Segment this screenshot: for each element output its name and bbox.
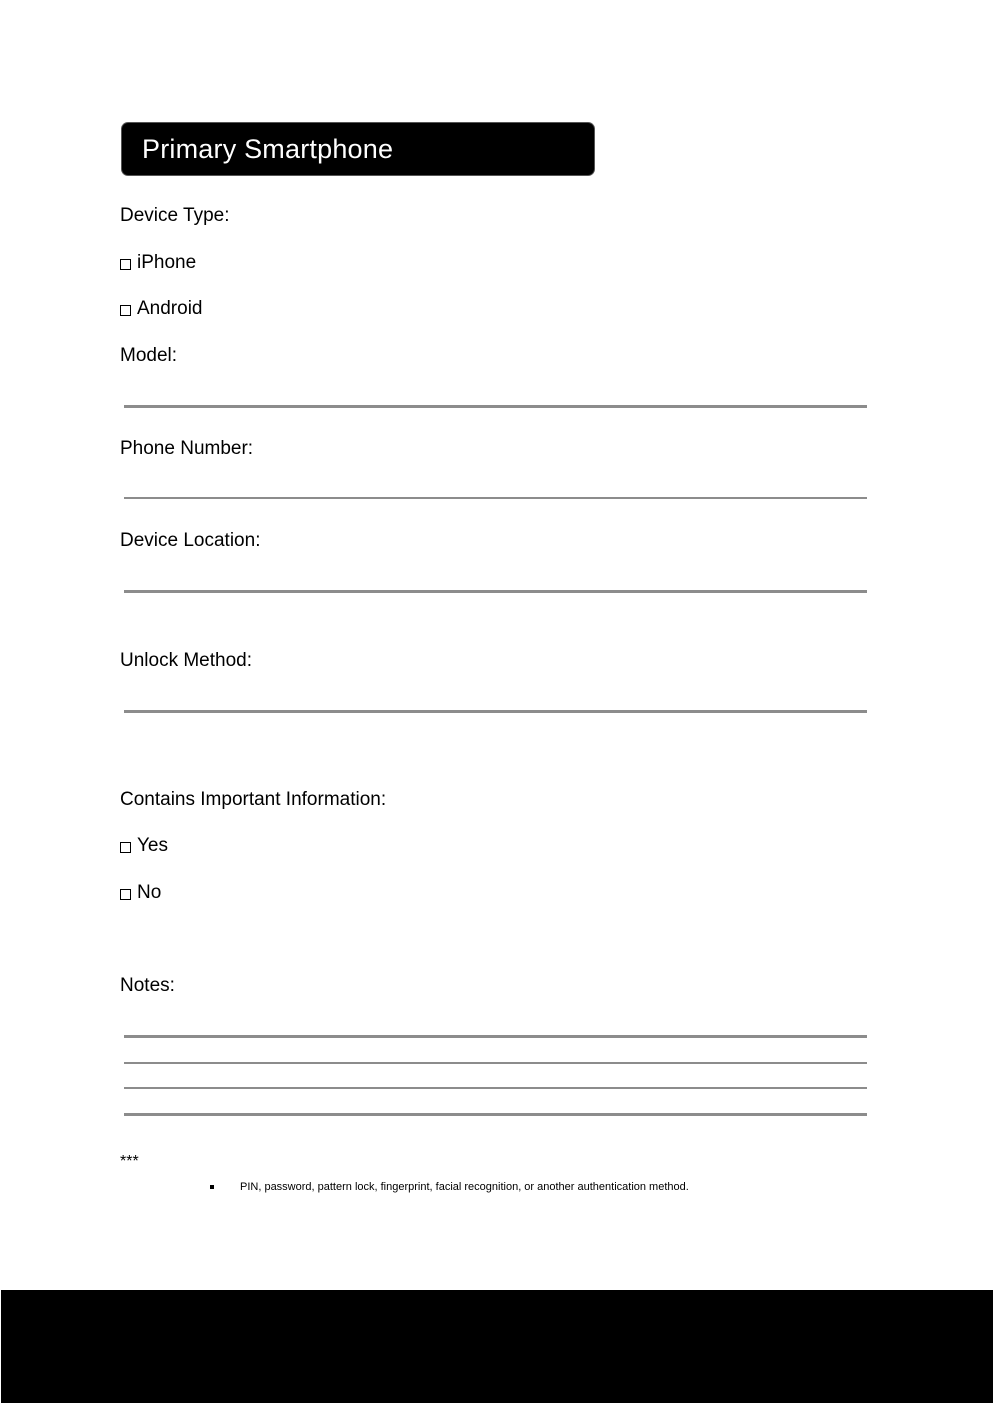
- important-info-option-yes[interactable]: [120, 835, 168, 857]
- model-label: Model:: [120, 345, 178, 366]
- unlock-method-input-line[interactable]: [124, 710, 867, 713]
- notes-line-1[interactable]: [124, 1035, 867, 1038]
- important-info-label: Contains Important Information:: [120, 789, 387, 810]
- phone-number-label: Phone Number:: [120, 438, 254, 459]
- option-label: No: [137, 882, 162, 903]
- unlock-method-label: Unlock Method:: [120, 650, 253, 671]
- checkbox-icon[interactable]: [120, 889, 131, 900]
- notes-line-2[interactable]: [124, 1062, 867, 1064]
- option-label: Yes: [137, 835, 168, 856]
- notes-line-3[interactable]: [124, 1087, 867, 1089]
- device-location-input-line[interactable]: [124, 590, 867, 593]
- device-type-option-iphone[interactable]: [120, 252, 196, 274]
- notes-line-4[interactable]: [124, 1113, 867, 1116]
- phone-number-input-line[interactable]: [124, 497, 867, 499]
- section-title-box: [121, 122, 595, 176]
- model-input-line[interactable]: [124, 405, 867, 408]
- checkbox-icon[interactable]: [120, 259, 131, 270]
- footer-bar: [1, 1290, 993, 1403]
- device-location-label: Device Location:: [120, 530, 261, 551]
- device-type-option-android[interactable]: [120, 298, 203, 320]
- bullet-icon: [210, 1185, 214, 1189]
- option-label: iPhone: [137, 252, 197, 273]
- important-info-option-no[interactable]: [120, 882, 161, 904]
- option-label: Android: [137, 298, 203, 319]
- footnote-marker: ***: [120, 1153, 139, 1170]
- checkbox-icon[interactable]: [120, 305, 131, 316]
- footnote-item: [210, 1180, 689, 1194]
- notes-label: Notes:: [120, 975, 175, 996]
- device-type-label: Device Type:: [120, 205, 230, 226]
- section-title: Primary Smartphone: [142, 134, 394, 164]
- checkbox-icon[interactable]: [120, 842, 131, 853]
- footnote-text: PIN, password, pattern lock, fingerprint, facial recognition, or another authentication method.: [240, 1181, 689, 1193]
